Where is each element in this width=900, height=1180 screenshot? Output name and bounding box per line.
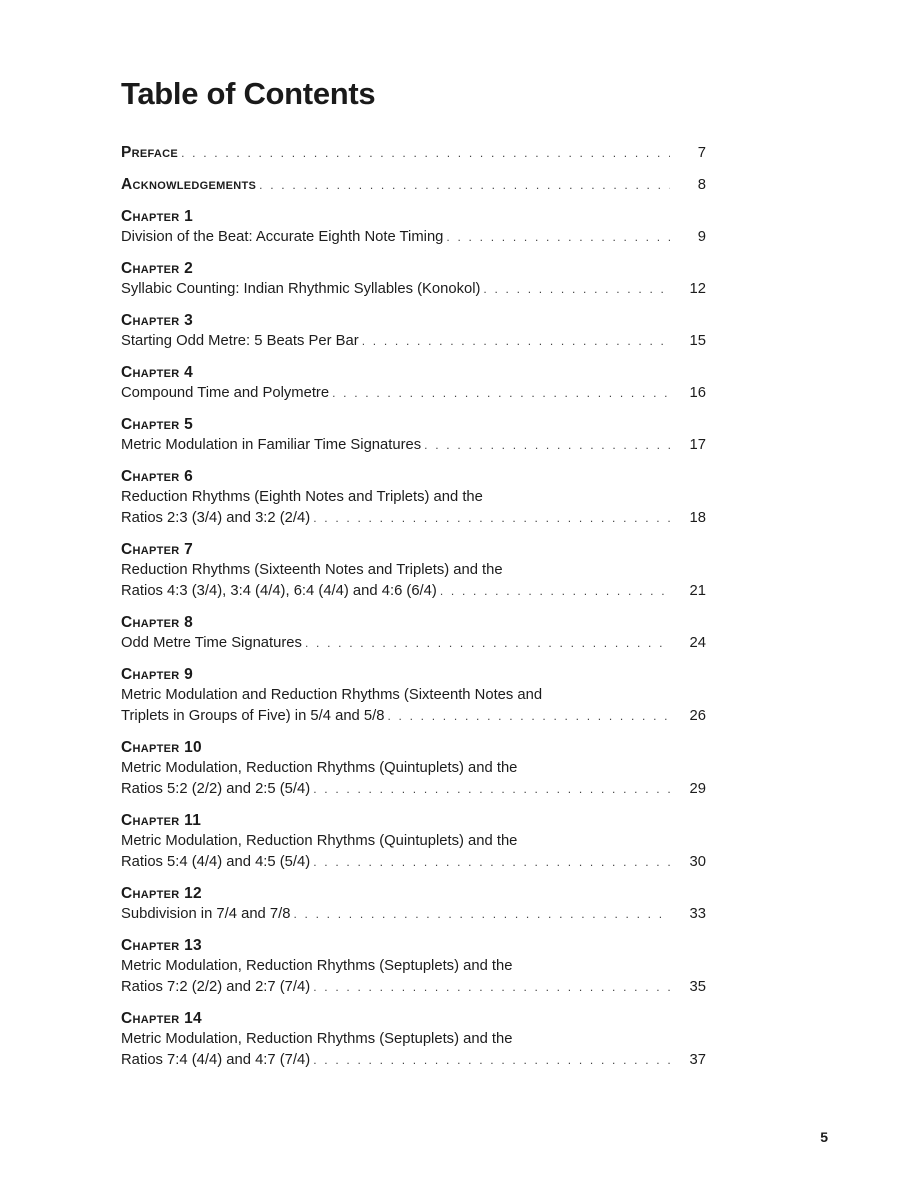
- toc-entry: [121, 737, 706, 800]
- toc-title-line: [121, 706, 706, 727]
- chapter-title: Triplets in Groups of Five) in 5/4 and 5/8: [121, 708, 385, 724]
- toc-heading-line: [121, 142, 706, 164]
- chapter-title: Ratios 7:2 (2/2) and 2:7 (7/4): [121, 979, 311, 995]
- dot-leader: [313, 852, 670, 873]
- toc-heading-line: [121, 174, 706, 196]
- page-number: 5: [820, 1129, 828, 1145]
- toc-title-line: [121, 1029, 706, 1050]
- chapter-title: Odd Metre Time Signatures: [121, 635, 302, 651]
- toc-title-line: [121, 956, 706, 977]
- toc-entry: [121, 258, 706, 300]
- toc-page-number: 29: [689, 781, 706, 797]
- dot-leader: [293, 904, 670, 925]
- toc-entry: [121, 174, 706, 196]
- toc-title-line: [121, 685, 706, 706]
- chapter-heading: Chapter 4: [121, 364, 194, 381]
- dot-leader: [424, 435, 670, 456]
- chapter-title: Compound Time and Polymetre: [121, 385, 330, 401]
- dot-leader: [305, 633, 670, 654]
- dot-leader: [313, 508, 670, 529]
- toc-heading: Acknowledgements: [121, 176, 257, 193]
- dot-leader: [387, 706, 670, 727]
- chapter-title: Syllabic Counting: Indian Rhythmic Syllables (Konokol): [121, 281, 481, 297]
- toc-title-line: [121, 227, 706, 248]
- toc-entry: [121, 612, 706, 654]
- chapter-heading: Chapter 5: [121, 416, 194, 433]
- chapter-title: Metric Modulation, Reduction Rhythms (Septuplets) and the: [121, 958, 513, 974]
- chapter-heading: Chapter 13: [121, 937, 202, 954]
- chapter-title: Metric Modulation and Reduction Rhythms (Sixteenth Notes and: [121, 687, 543, 703]
- toc-page-number: 9: [697, 229, 706, 245]
- dot-leader: [362, 331, 670, 352]
- chapter-title: Reduction Rhythms (Sixteenth Notes and Triplets) and the: [121, 562, 503, 578]
- toc-entry: [121, 539, 706, 602]
- chapter-title: Metric Modulation, Reduction Rhythms (Septuplets) and the: [121, 1031, 513, 1047]
- chapter-title: Metric Modulation in Familiar Time Signatures: [121, 437, 422, 453]
- toc-title-line: [121, 1050, 706, 1071]
- toc-entry: [121, 883, 706, 925]
- toc-title-line: [121, 279, 706, 300]
- toc-title-line: [121, 508, 706, 529]
- toc-entry: [121, 362, 706, 404]
- toc-page-number: 37: [689, 1052, 706, 1068]
- toc-entry: [121, 414, 706, 456]
- chapter-title: Reduction Rhythms (Eighth Notes and Triplets) and the: [121, 489, 483, 505]
- dot-leader: [440, 581, 670, 602]
- toc-entry: [121, 810, 706, 873]
- toc-page-number: 15: [689, 333, 706, 349]
- toc-title-line: [121, 487, 706, 508]
- toc-page-number: 26: [689, 708, 706, 724]
- chapter-heading: Chapter 7: [121, 541, 194, 558]
- toc-page-number: 7: [697, 145, 706, 161]
- toc-page-number: 30: [689, 854, 706, 870]
- dot-leader: [483, 279, 670, 300]
- toc-page-number: 18: [689, 510, 706, 526]
- chapter-title: Ratios 2:3 (3/4) and 3:2 (2/4): [121, 510, 311, 526]
- dot-leader: [259, 175, 670, 196]
- chapter-title: Starting Odd Metre: 5 Beats Per Bar: [121, 333, 359, 349]
- toc-title-line: [121, 831, 706, 852]
- table-of-contents: [121, 142, 706, 1071]
- chapter-title: Ratios 5:2 (2/2) and 2:5 (5/4): [121, 781, 311, 797]
- toc-title-line: [121, 758, 706, 779]
- toc-entry: [121, 1008, 706, 1071]
- toc-entry: [121, 310, 706, 352]
- chapter-heading: Chapter 14: [121, 1010, 202, 1027]
- toc-entry: [121, 142, 706, 164]
- dot-leader: [446, 227, 670, 248]
- toc-title-line: [121, 581, 706, 602]
- toc-page-number: 12: [689, 281, 706, 297]
- chapter-title: Division of the Beat: Accurate Eighth Note Timing: [121, 229, 444, 245]
- chapter-title: Subdivision in 7/4 and 7/8: [121, 906, 291, 922]
- chapter-title: Metric Modulation, Reduction Rhythms (Quintuplets) and the: [121, 833, 518, 849]
- chapter-title: Ratios 4:3 (3/4), 3:4 (4/4), 6:4 (4/4) and 4:6 (6/4): [121, 583, 437, 599]
- toc-page-number: 24: [689, 635, 706, 651]
- dot-leader: [181, 143, 670, 164]
- toc-heading: Preface: [121, 144, 179, 161]
- toc-title-line: [121, 383, 706, 404]
- toc-entry: [121, 664, 706, 727]
- dot-leader: [313, 779, 670, 800]
- chapter-heading: Chapter 12: [121, 885, 202, 902]
- dot-leader: [332, 383, 670, 404]
- toc-title-line: [121, 435, 706, 456]
- toc-title-line: [121, 633, 706, 654]
- chapter-heading: Chapter 8: [121, 614, 194, 631]
- toc-title-line: [121, 904, 706, 925]
- toc-entry: [121, 466, 706, 529]
- toc-page-number: 17: [689, 437, 706, 453]
- chapter-heading: Chapter 3: [121, 312, 194, 329]
- page-title: Table of Contents: [121, 76, 376, 111]
- chapter-heading: Chapter 1: [121, 208, 194, 225]
- dot-leader: [313, 1050, 670, 1071]
- toc-title-line: [121, 779, 706, 800]
- chapter-heading: Chapter 6: [121, 468, 194, 485]
- toc-page-number: 16: [689, 385, 706, 401]
- toc-title-line: [121, 331, 706, 352]
- toc-entry: [121, 935, 706, 998]
- toc-page-number: 8: [697, 177, 706, 193]
- chapter-title: Metric Modulation, Reduction Rhythms (Quintuplets) and the: [121, 760, 518, 776]
- chapter-heading: Chapter 10: [121, 739, 202, 756]
- toc-page-number: 35: [689, 979, 706, 995]
- chapter-heading: Chapter 2: [121, 260, 194, 277]
- toc-title-line: [121, 977, 706, 998]
- toc-page-number: 33: [689, 906, 706, 922]
- toc-page-number: 21: [689, 583, 706, 599]
- toc-title-line: [121, 852, 706, 873]
- chapter-title: Ratios 5:4 (4/4) and 4:5 (5/4): [121, 854, 311, 870]
- chapter-heading: Chapter 11: [121, 812, 202, 829]
- chapter-heading: Chapter 9: [121, 666, 194, 683]
- chapter-title: Ratios 7:4 (4/4) and 4:7 (7/4): [121, 1052, 311, 1068]
- toc-entry: [121, 206, 706, 248]
- toc-title-line: [121, 560, 706, 581]
- dot-leader: [313, 977, 670, 998]
